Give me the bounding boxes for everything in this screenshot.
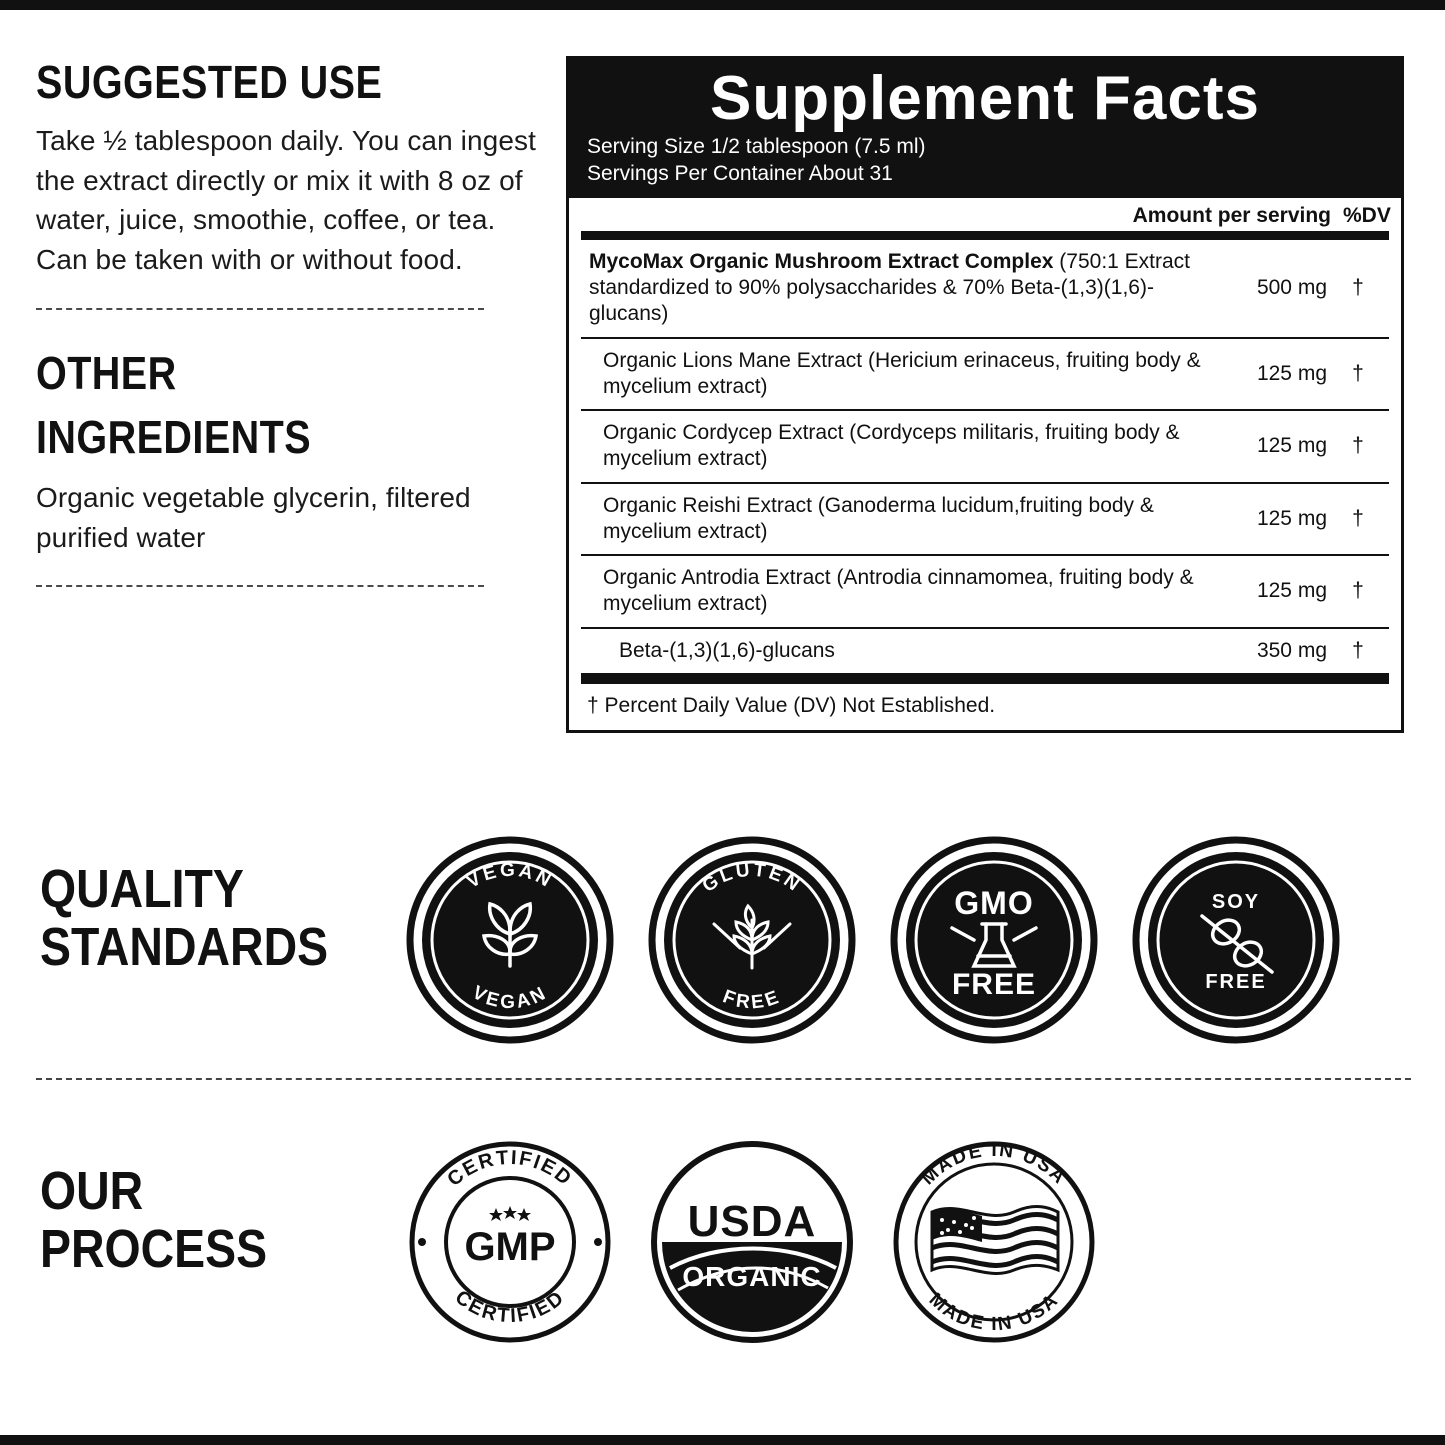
ingredient-amount: 125 mg xyxy=(1256,579,1327,603)
gmo-free-badge xyxy=(890,836,1098,1044)
bottom-border-bar xyxy=(0,1435,1445,1445)
our-process-section xyxy=(36,1138,1416,1358)
svg-text:GMP: GMP xyxy=(464,1225,556,1269)
ingredient-name: Organic Cordycep Extract (Cordyceps militaris, fruiting body & mycelium extract) xyxy=(603,421,1180,471)
process-badge-row xyxy=(406,1138,1098,1346)
svg-text:VEGAN: VEGAN xyxy=(463,859,557,893)
svg-text:SOY: SOY xyxy=(1211,891,1261,913)
our-process-heading-line2: PROCESS xyxy=(40,1219,268,1280)
ingredient-dv: † xyxy=(1352,434,1364,458)
serving-size: Serving Size 1/2 tablespoon (7.5 ml) xyxy=(587,135,926,159)
other-ingredients-heading-line1: OTHER xyxy=(36,346,177,399)
ingredient-name: MycoMax Organic Mushroom Extract Complex (750:1 Extract standardized to 90% polysaccharides & 70% Beta-(1,3)(1,6)-glucans) xyxy=(589,249,1191,326)
suggested-use-heading: SUGGESTED USE xyxy=(36,56,383,108)
daily-value-footnote: † Percent Daily Value (DV) Not Established. xyxy=(587,693,996,717)
quality-standards-heading-line2: STANDARDS xyxy=(40,917,329,978)
supplement-facts-title: Supplement Facts xyxy=(710,64,1260,133)
quality-standards-section xyxy=(36,836,1416,1056)
suggested-use-body: Take ½ tablespoon daily. You can ingest the extract directly or mix it with 8 oz of water, juice, smoothie, coffee, or tea. Can be taken with or without food. xyxy=(36,124,536,275)
ingredient-name: Beta-(1,3)(1,6)-glucans xyxy=(619,638,835,662)
svg-text:GMO: GMO xyxy=(954,885,1034,921)
ingredient-dv: † xyxy=(1352,638,1364,662)
svg-text:CERTIFIED: CERTIFIED xyxy=(443,1146,577,1191)
quality-badge-row xyxy=(406,836,1340,1044)
ingredient-name: Organic Antrodia Extract (Antrodia cinnamomea, fruiting body & mycelium extract) xyxy=(603,566,1194,616)
left-column xyxy=(36,58,536,587)
rule-thick-bottom xyxy=(581,675,1389,684)
ingredient-dv: † xyxy=(1352,361,1364,385)
svg-text:ORGANIC: ORGANIC xyxy=(682,1261,822,1292)
gmp-certified-badge xyxy=(406,1138,614,1346)
other-ingredients-section xyxy=(36,346,536,588)
table-row xyxy=(581,339,1389,412)
other-ingredients-heading-line2: INGREDIENTS xyxy=(36,410,312,463)
table-row xyxy=(581,411,1389,484)
quality-standards-heading xyxy=(40,860,350,977)
ingredient-amount: 500 mg xyxy=(1256,276,1327,300)
svg-text:FREE: FREE xyxy=(951,968,1037,1001)
ingredient-dv: † xyxy=(1352,276,1364,300)
ingredient-dv: † xyxy=(1352,506,1364,530)
svg-text:VEGAN: VEGAN xyxy=(468,982,552,1014)
table-row xyxy=(581,556,1389,629)
gluten-free-badge xyxy=(648,836,856,1044)
dv-header: %DV xyxy=(1343,203,1391,227)
divider-dashed-1 xyxy=(36,308,484,310)
supplement-facts-body xyxy=(569,198,1401,730)
ingredient-amount: 350 mg xyxy=(1256,638,1327,662)
top-border-bar xyxy=(0,0,1445,10)
supplement-facts-panel xyxy=(566,56,1404,733)
table-row xyxy=(581,484,1389,557)
table-row xyxy=(581,240,1389,339)
table-row xyxy=(581,629,1389,675)
rule-thick-top xyxy=(581,231,1389,240)
svg-text:FREE: FREE xyxy=(1205,971,1267,993)
supplement-facts-header xyxy=(569,59,1401,198)
label-page xyxy=(0,10,1445,1435)
made-in-usa-badge xyxy=(890,1138,1098,1346)
svg-text:GLUTEN: GLUTEN xyxy=(698,859,806,897)
ingredient-amount: 125 mg xyxy=(1256,506,1327,530)
amount-per-serving-header: Amount per serving xyxy=(1132,203,1331,227)
ingredient-dv: † xyxy=(1352,579,1364,603)
soy-free-badge xyxy=(1132,836,1340,1044)
svg-text:CERTIFIED: CERTIFIED xyxy=(450,1286,570,1328)
ingredient-amount: 125 mg xyxy=(1256,361,1327,385)
vegan-badge xyxy=(406,836,614,1044)
other-ingredients-body: Organic vegetable glycerin, filtered purified water xyxy=(36,481,471,553)
ingredient-name: Organic Reishi Extract (Ganoderma lucidum,fruiting body & mycelium extract) xyxy=(603,493,1154,543)
amount-header-row xyxy=(581,198,1389,231)
our-process-heading xyxy=(40,1162,350,1279)
quality-standards-heading-line1: QUALITY xyxy=(40,859,244,919)
svg-text:MADE IN USA: MADE IN USA xyxy=(924,1289,1064,1336)
ingredient-name: Organic Lions Mane Extract (Hericium erinaceus, fruiting body & mycelium extract) xyxy=(603,348,1201,398)
svg-text:USDA: USDA xyxy=(687,1197,817,1246)
servings-per-container: Servings Per Container About 31 xyxy=(587,162,893,186)
our-process-heading-line1: OUR xyxy=(40,1161,144,1221)
divider-dashed-2 xyxy=(36,585,484,587)
divider-dashed-3 xyxy=(36,1078,1411,1080)
usda-organic-badge xyxy=(648,1138,856,1346)
ingredient-amount: 125 mg xyxy=(1256,434,1327,458)
svg-text:FREE: FREE xyxy=(719,986,785,1014)
svg-text:MADE IN USA: MADE IN USA xyxy=(917,1139,1071,1190)
